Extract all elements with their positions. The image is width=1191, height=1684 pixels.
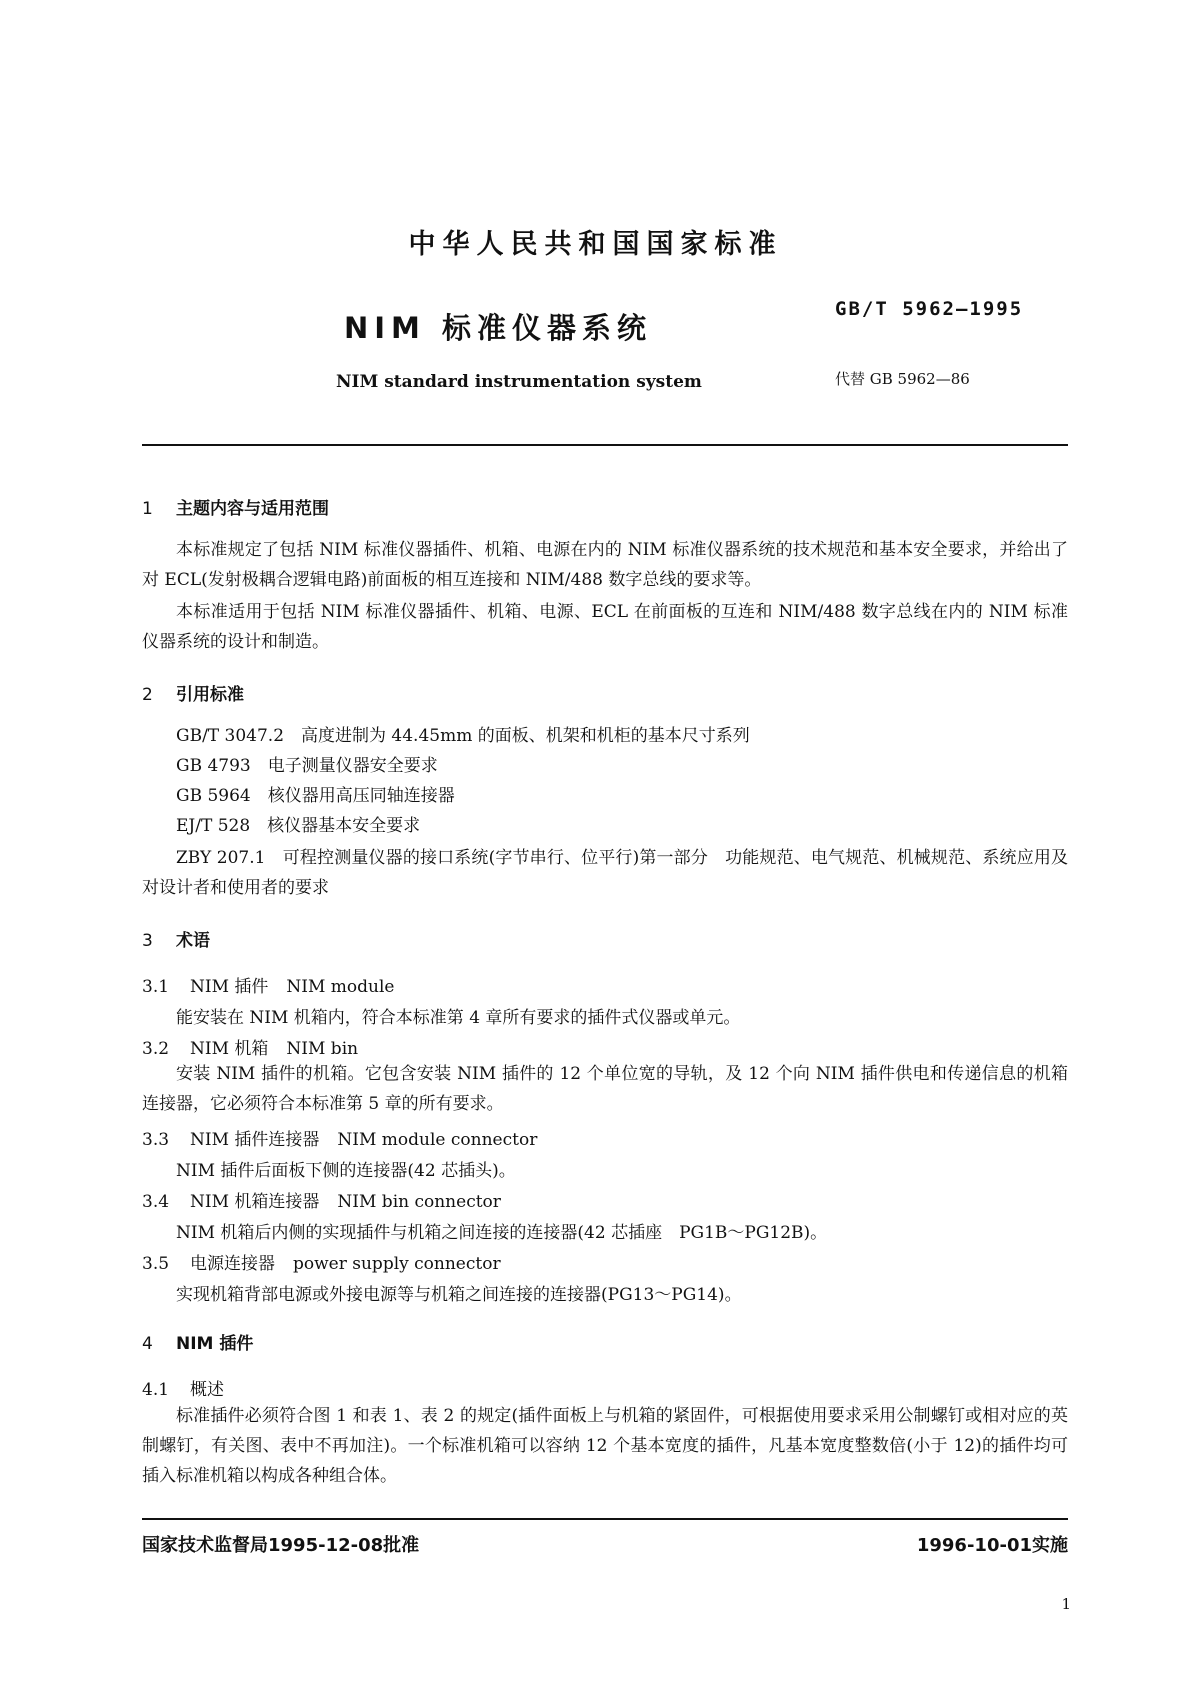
- replaces-note: 代替 GB 5962—86: [835, 370, 970, 388]
- term-en: NIM module: [286, 977, 395, 997]
- term-number: 3.2: [142, 1039, 170, 1059]
- header-divider: [142, 444, 1068, 446]
- reference-item: EJ/T 528 核仪器基本安全要求: [176, 816, 421, 836]
- term-definition: 能安装在 NIM 机箱内，符合本标准第 4 章所有要求的插件式仪器或单元。: [176, 1008, 741, 1028]
- section-2-heading: [142, 680, 244, 705]
- subsection-title: 概述: [190, 1380, 224, 1400]
- section-number: 1: [142, 499, 153, 519]
- section-title: NIM 插件: [176, 1334, 254, 1354]
- reference-item: GB 5964 核仪器用高压同轴连接器: [176, 786, 455, 806]
- paragraph: 本标准适用于包括 NIM 标准仪器插件、机箱、电源、ECL 在前面板的互连和 NIM/488 数字总线在内的 NIM 标准仪器系统的设计和制造。: [142, 602, 1068, 652]
- document-title-cn: NIM 标准仪器系统: [344, 311, 653, 345]
- page-number: 1: [1061, 1595, 1071, 1613]
- term-en: power supply connector: [293, 1254, 501, 1274]
- term-number: 3.4: [142, 1192, 170, 1212]
- paragraph: 标准插件必须符合图 1 和表 1、表 2 的规定(插件面板上与机箱的紧固件，可根据使用要求采用公制螺钉或相对应的英制螺钉，有关图、表中不再加注)。一个标准机箱可以容纳 12 个基本宽度的插件，凡基本宽度整数倍(小于 12)的插件均可插入标准机箱以构成各种组合体。: [142, 1406, 1068, 1486]
- reference-item: GB 4793 电子测量仪器安全要求: [176, 756, 438, 776]
- term-en: NIM module connector: [337, 1130, 538, 1150]
- org-title: 中华人民共和国国家标准: [408, 229, 783, 260]
- section-title: 引用标准: [176, 685, 244, 705]
- section-1-heading: [142, 494, 329, 519]
- term-definition: NIM 插件后面板下侧的连接器(42 芯插头)。: [176, 1161, 516, 1181]
- term-definition: 实现机箱背部电源或外接电源等与机箱之间连接的连接器(PG13～PG14)。: [176, 1285, 742, 1305]
- document-title-en: NIM standard instrumentation system: [336, 372, 702, 392]
- term-number: 3.1: [142, 977, 170, 997]
- section-number: 3: [142, 931, 153, 951]
- standard-number: GB/T 5962—1995: [835, 298, 1024, 320]
- effective-date: 1996-10-01实施: [916, 1535, 1068, 1556]
- section-title: 主题内容与适用范围: [176, 499, 329, 519]
- section-number: 2: [142, 685, 153, 705]
- term-definition: NIM 机箱后内侧的实现插件与机箱之间连接的连接器(42 芯插座 PG1B～PG12B)。: [176, 1223, 828, 1243]
- paragraph: 本标准规定了包括 NIM 标准仪器插件、机箱、电源在内的 NIM 标准仪器系统的技术规范和基本安全要求，并给出了对 ECL(发射极耦合逻辑电路)前面板的相互连接和 NIM/488 数字总线的要求等。: [142, 540, 1068, 590]
- subsection-4-1: [142, 1375, 224, 1400]
- term-3-3: [142, 1125, 537, 1150]
- footer-divider: [142, 1518, 1068, 1520]
- term-cn: NIM 插件连接器: [190, 1130, 320, 1150]
- section-number: 4: [142, 1334, 153, 1354]
- term-3-1: [142, 972, 395, 997]
- term-cn: NIM 机箱连接器: [190, 1192, 320, 1212]
- section-3-heading: [142, 926, 210, 951]
- term-definition: 安装 NIM 插件的机箱。它包含安装 NIM 插件的 12 个单位宽的导轨，及 12 个向 NIM 插件供电和传递信息的机箱连接器，它必须符合本标准第 5 章的所有要求。: [142, 1064, 1068, 1114]
- term-3-2: [142, 1034, 358, 1059]
- term-en: NIM bin connector: [337, 1192, 501, 1212]
- term-en: NIM bin: [286, 1039, 359, 1059]
- approval-line: 国家技术监督局1995-12-08批准: [142, 1535, 420, 1556]
- term-cn: 电源连接器: [190, 1254, 275, 1274]
- term-cn: NIM 插件: [190, 977, 269, 997]
- term-3-4: [142, 1187, 501, 1212]
- term-number: 3.5: [142, 1254, 170, 1274]
- reference-item: GB/T 3047.2 高度进制为 44.45mm 的面板、机架和机柜的基本尺寸系列: [176, 726, 750, 746]
- section-4-heading: [142, 1329, 253, 1354]
- term-number: 3.3: [142, 1130, 170, 1150]
- term-3-5: [142, 1249, 501, 1274]
- reference-item: ZBY 207.1 可程控测量仪器的接口系统(字节串行、位平行)第一部分 功能规范、电气规范、机械规范、系统应用及对设计者和使用者的要求: [142, 848, 1068, 898]
- subsection-number: 4.1: [142, 1380, 170, 1400]
- section-title: 术语: [176, 931, 210, 951]
- term-cn: NIM 机箱: [190, 1039, 269, 1059]
